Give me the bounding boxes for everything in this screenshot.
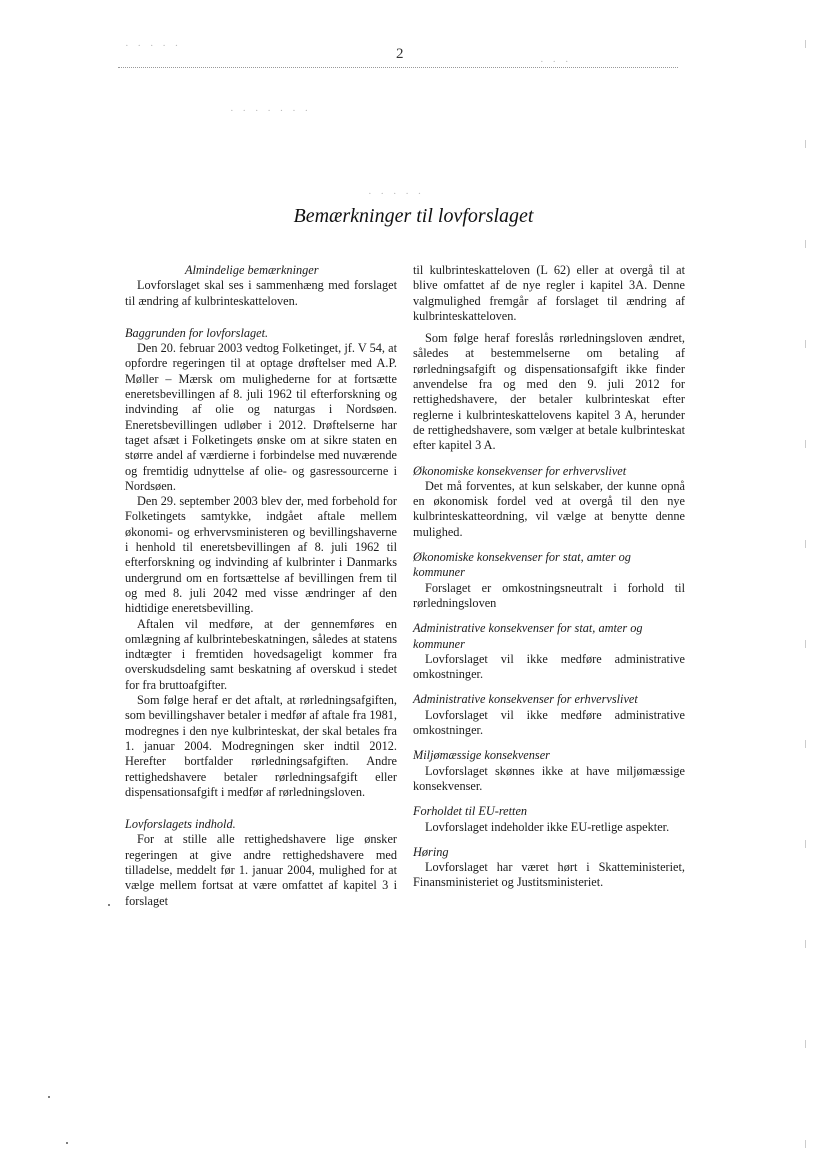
econ-business-heading: Økonomiske konsekvenser for erhvervslivet: [413, 463, 627, 478]
admin-business-heading: Administrative konsekvenser for erhvervslivet: [413, 692, 638, 707]
scan-edge-mark: [805, 40, 809, 48]
econ-business-text: Det må forventes, at kun selskaber, der kunne opnå en økonomisk fordel ved at overgå til den nye kulbrinteskatteordning, vil vælge at benytte denne mulighed.: [413, 478, 685, 539]
content-paragraph: For at stille alle rettighedshavere lige ønsker regeringen at give andre rettighedshavere med tilladelse, meddelt før 1. januar 2004, mulighed for at vælge mellem fortsat at være omfattet af kapitel 3 i forslaget: [125, 832, 397, 908]
hearing-heading: Høring: [413, 844, 449, 859]
econ-state-text: Forslaget er omkostningsneutralt i forhold til rørledningsloven: [413, 580, 685, 610]
scan-edge-mark: [805, 340, 809, 348]
scan-edge-mark: [805, 540, 809, 548]
scan-noise-mark: · · ·: [540, 56, 572, 68]
scan-noise-mark: · · · · · · ·: [230, 105, 312, 117]
background-paragraph: Den 20. februar 2003 vedtog Folketinget, jf. V 54, at opfordre regeringen til at optage drøftelser med A.P. Møller – Mærsk om mulighederne for at fortsætte eneretsbevillingen af 8. juli 1962 til efterforskning og indvinding af olie og naturgas i Nordsøen. Eneretsbevillingen udløber i 2012. Drøftelserne har taget afsæt i Folketingets ønske om at sikre staten en større andel af værdierne i forbindelse med nuværende og fremtidig udnyttelse af olie- og gasressourcerne i Nordsøen.: [125, 341, 397, 493]
hearing-text: Lovforslaget har været hørt i Skatteministeriet, Finansministeriet og Justitsministeriet.: [413, 860, 685, 890]
general-remarks-text: Lovforslaget skal ses i sammenhæng med forslaget til ændring af kulbrinteskatteloven.: [125, 278, 397, 308]
scan-edge-mark: [805, 840, 809, 848]
right-column: [413, 263, 685, 891]
admin-state-heading: Administrative konsekvenser for stat, amter og kommuner: [413, 621, 643, 651]
scan-speck: [48, 1096, 50, 1098]
scan-edge-mark: [805, 140, 809, 148]
content-heading: Lovforslagets indhold.: [125, 817, 236, 832]
scan-edge-mark: [805, 640, 809, 648]
scan-speck: [108, 904, 110, 906]
background-paragraph: Som følge heraf er det aftalt, at rørledningsafgiften, som bevillingshaver betaler i medfør af aftale fra 1981, modregnes i den nye kulbrinteskat, der skal betales fra 1. januar 2004. Modregningen sker indtil 2012. Herefter bortfalder rørledningsafgiften. Andre rettighedshavere betaler rørledningsafgift eller dispensationsafgift i medfør af rørledningsloven.: [125, 693, 397, 799]
background-heading: Baggrunden for lovforslaget.: [125, 325, 269, 340]
scan-edge-mark: [805, 740, 809, 748]
document-title: Bemærkninger til lovforslaget: [293, 205, 534, 227]
background-paragraph: Aftalen vil medføre, at der gennemføres en omlægning af kulbrintebeskatningen, således at statens indtægter i fremtiden hovedsageligt kommer fra overskudsdeling samt beskatning af overskud i stedet for fra bruttoafgifter.: [125, 616, 397, 692]
scan-speck: [66, 1142, 68, 1144]
scan-edge-mark: [805, 1140, 809, 1148]
environment-text: Lovforslaget skønnes ikke at have miljømæssige konsekvenser.: [413, 763, 685, 793]
scan-edge-mark: [805, 940, 809, 948]
scan-noise-mark: · · · · ·: [125, 40, 182, 52]
scan-edge-mark: [805, 440, 809, 448]
admin-business-text: Lovforslaget vil ikke medføre administrative omkostninger.: [413, 707, 685, 738]
econ-state-heading: Økonomiske konsekvenser for stat, amter og kommuner: [413, 550, 631, 580]
eu-law-heading: Forholdet til EU-retten: [413, 804, 528, 819]
general-remarks-heading: Almindelige bemærkninger: [185, 263, 319, 277]
header-rule: [118, 67, 678, 68]
left-column: [125, 263, 397, 909]
consequence-paragraph: Som følge heraf foreslås rørledningsloven ændret, således at bestemmelserne om betaling af rørledningsafgift og dispensationsafgift ikke finder anvendelse fra og med den 9. juli 2012 for rettighedshavere, der betaler kulbrinteskat efter reglerne i kulbrinteskattelovens kapitel 3 A, herunder de rettighedshavere, som vælger at betale kulbrinteskat efter kapitel 3 A.: [413, 331, 685, 453]
continuation-paragraph: til kulbrinteskatteloven (L 62) eller at overgå til at blive omfattet af de nye regler i kapitel 3A. Denne valgmulighed fremgår af forslaget til ændring af kulbrinteskatteloven.: [413, 263, 685, 323]
scan-noise-mark: · · · · ·: [368, 188, 425, 200]
scan-edge-mark: [805, 1040, 809, 1048]
background-paragraph: Den 29. september 2003 blev der, med forbehold for Folketingets samtykke, indgået aftale mellem økonomi- og erhvervsministeren og bevillingshaverne i henhold til eneretsbevillingen af 8. juli 1962 til efterforskning og indvinding af kulbrinter i Danmarks undergrund om en fortsættelse af bevillingen frem til og med 8. juli 2042 med visse ændringer af den hidtidige eneretsbevilling.: [125, 494, 397, 616]
page-number: 2: [396, 46, 404, 62]
scan-edge-mark: [805, 240, 809, 248]
eu-law-text: Lovforslaget indeholder ikke EU-retlige aspekter.: [425, 819, 670, 834]
environment-heading: Miljømæssige konsekvenser: [413, 748, 550, 763]
admin-state-text: Lovforslaget vil ikke medføre administrative omkostninger.: [413, 651, 685, 682]
